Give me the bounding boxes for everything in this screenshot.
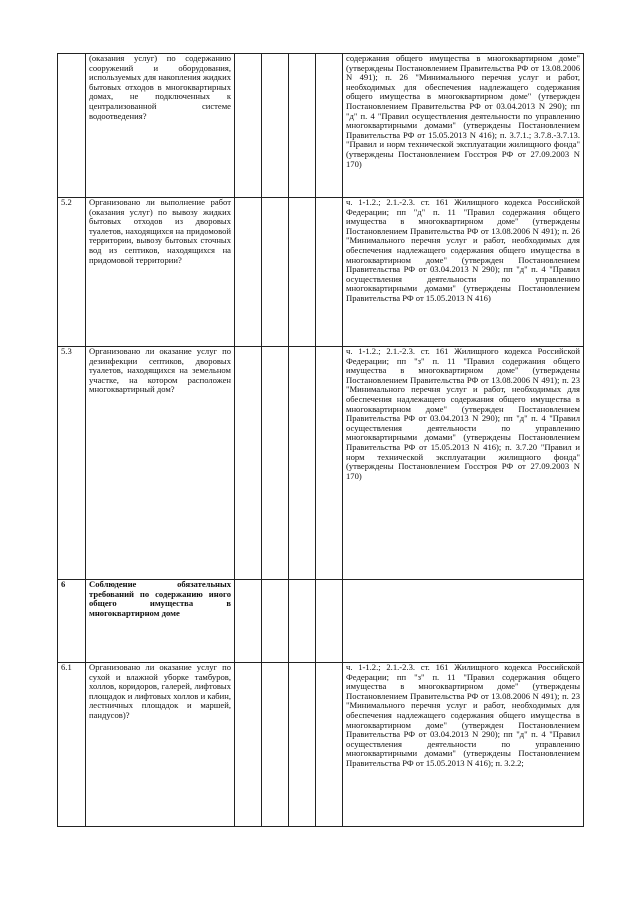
- legal-references: содержания общего имущества в многоквартирном доме" (утверждены Постановлением Правительства РФ от 13.08.2006 N 491); п. 26 "Минимального перечня услуг и работ, необходимых для обеспечения надлежащего содержания общего имущества в многоквартирном доме" (утвержден Постановлением Правительства РФ от 03.04.2013 N 290); пп "д" п. 4 "Правил осуществления деятельности по управлению многоквартирными домами" (утверждены Постановлением Правительства РФ от 15.05.2013 N 416); п. 3.7.1.; 3.7.8.-3.7.13. "Правил и норм технической эксплуатации жилищного фонда" (утверждены Постановлением Госстроя РФ от 27.09.2003 N 170): [343, 54, 584, 198]
- table-row: [58, 347, 584, 580]
- table-row: [58, 198, 584, 347]
- requirement-question: (оказания услуг) по содержанию сооружений и оборудования, используемых для накопления жидких бытовых отходов в многоквартирных домах, не подключенных к централизованной системе водоотведения?: [86, 54, 235, 198]
- answer-cell-yes: [235, 663, 262, 827]
- row-number: 5.3: [58, 347, 86, 580]
- legal-references: ч. 1-1.2.; 2.1.-2.3. ст. 161 Жилищного кодекса Российской Федерации; пп "з" п. 11 "Правил содержания общего имущества в многоквартирном доме" (утверждены Постановлением Правительства РФ от 13.08.2006 N 491); п. 23 "Минимального перечня услуг и работ, необходимых для обеспечения надлежащего содержания общего имущества в многоквартирном доме" (утвержден Постановлением Правительства РФ от 03.04.2013 N 290); пп "д" п. 4 "Правил осуществления деятельности по управлению многоквартирными домами" (утверждены Постановлением Правительства РФ от 15.05.2013 N 416); п. 3.7.20 "Правил и норм технической эксплуатации жилищного фонда" (утверждены Постановлением Госстроя РФ от 27.09.2003 N 170): [343, 347, 584, 580]
- requirements-table: [57, 53, 584, 827]
- row-number: 6.1: [58, 663, 86, 827]
- section-number: 6: [58, 580, 86, 663]
- section-title: Соблюдение обязательных требований по содержанию иного общего имущества в многоквартирном доме: [86, 580, 235, 663]
- answer-cell-no: [262, 347, 289, 580]
- answer-cell-extra: [316, 347, 343, 580]
- row-number: 5.2: [58, 198, 86, 347]
- answer-cell-yes: [235, 580, 262, 663]
- table-row: [58, 663, 584, 827]
- answer-cell-na: [289, 580, 316, 663]
- answer-cell-na: [289, 54, 316, 198]
- legal-references: ч. 1-1.2.; 2.1.-2.3. ст. 161 Жилищного кодекса Российской Федерации; пп "д" п. 11 "Правил содержания общего имущества в многоквартирном доме" (утверждены Постановлением Правительства РФ от 13.08.2006 N 491); п. 26 "Минимального перечня услуг и работ, необходимых для обеспечения надлежащего содержания общего имущества в многоквартирном доме" (утвержден Постановлением Правительства РФ от 03.04.2013 N 290); пп "д" п. 4 "Правил осуществления деятельности по управлению многоквартирными домами" (утверждены Постановлением Правительства РФ от 15.05.2013 N 416): [343, 198, 584, 347]
- answer-cell-yes: [235, 198, 262, 347]
- answer-cell-extra: [316, 54, 343, 198]
- answer-cell-no: [262, 580, 289, 663]
- requirement-question: Организовано ли оказание услуг по сухой и влажной уборке тамбуров, холлов, коридоров, галерей, лифтовых площадок и лифтовых холлов и кабин, лестничных площадок и маршей, пандусов)?: [86, 663, 235, 827]
- legal-references: ч. 1-1.2.; 2.1.-2.3. ст. 161 Жилищного кодекса Российской Федерации; пп "з" п. 11 "Правил содержания общего имущества в многоквартирном доме" (утверждены Постановлением Правительства РФ от 13.08.2006 N 491); п. 23 "Минимального перечня услуг и работ, необходимых для обеспечения надлежащего содержания общего имущества в многоквартирном доме" (утвержден Постановлением Правительства РФ от 03.04.2013 N 290); пп "д" п. 4 "Правил осуществления деятельности по управлению многоквартирными домами" (утверждены Постановлением Правительства РФ от 15.05.2013 N 416); п. 3.2.2;: [343, 663, 584, 827]
- table-row: [58, 54, 584, 198]
- answer-cell-na: [289, 347, 316, 580]
- answer-cell-extra: [316, 580, 343, 663]
- answer-cell-na: [289, 198, 316, 347]
- answer-cell-no: [262, 663, 289, 827]
- answer-cell-extra: [316, 663, 343, 827]
- requirement-question: Организовано ли оказание услуг по дезинфекции септиков, дворовых туалетов, находящихся на земельном участке, на котором расположен многоквартирный дом?: [86, 347, 235, 580]
- requirement-question: Организовано ли выполнение работ (оказания услуг) по вывозу жидких бытовых отходов из дворовых туалетов, находящихся на придомовой территории, вывозу бытовых сточных вод из септиков, находящихся на придомовой территории?: [86, 198, 235, 347]
- answer-cell-no: [262, 198, 289, 347]
- section-header-row: [58, 580, 584, 663]
- answer-cell-no: [262, 54, 289, 198]
- answer-cell-na: [289, 663, 316, 827]
- legal-references: [343, 580, 584, 663]
- answer-cell-yes: [235, 347, 262, 580]
- answer-cell-extra: [316, 198, 343, 347]
- answer-cell-yes: [235, 54, 262, 198]
- row-number: [58, 54, 86, 198]
